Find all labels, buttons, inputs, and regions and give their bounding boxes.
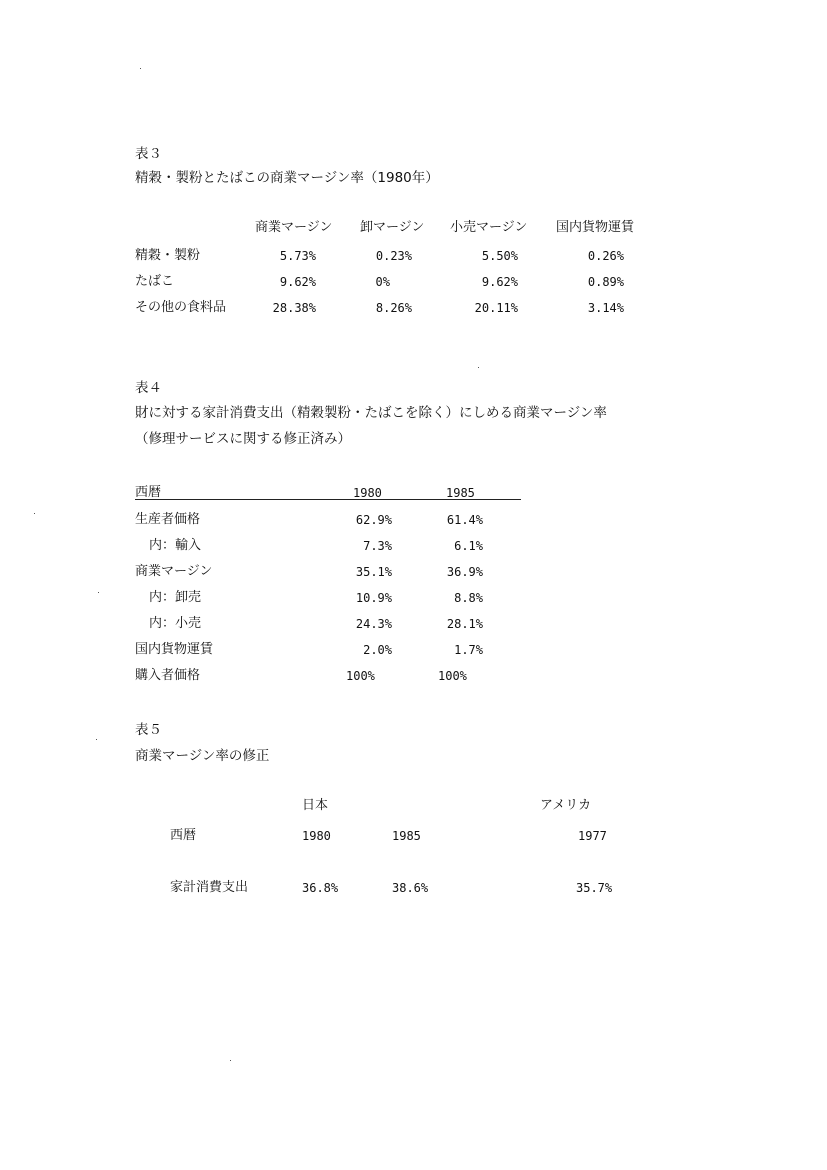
table3-cell: 8.26%: [375, 301, 412, 315]
table3-cell: 5.50%: [481, 249, 518, 263]
table4-subtitle: （修理サービスに関する修正済み）: [135, 431, 351, 447]
table3-header-wholesale-margin: 卸マージン: [360, 220, 425, 235]
table5-label: 表５: [135, 722, 162, 738]
scan-speck: [98, 592, 99, 593]
table4-cell: 10.9%: [355, 591, 392, 605]
table4-label: 表４: [135, 380, 162, 396]
table5-header-usa: アメリカ: [540, 798, 592, 813]
table4-row-name: 内：輸入: [149, 538, 202, 553]
table3-cell: 9.62%: [279, 275, 316, 289]
table3-row-name: その他の食料品: [135, 300, 227, 315]
scan-speck: [478, 367, 479, 368]
table4-row-name: 内：小売: [149, 616, 202, 631]
table4-cell: 6.1%: [454, 539, 483, 553]
table3-cell: 0.23%: [375, 249, 412, 263]
table5-year-1980: 1980: [302, 829, 331, 843]
table5-row-label: 家計消費支出: [170, 880, 249, 895]
table5-value-1980: 36.8%: [302, 881, 339, 895]
table4-header-1985: 1985: [446, 486, 475, 500]
table3-cell: 28.38%: [272, 301, 316, 315]
table3-header-freight: 国内貨物運賃: [556, 220, 635, 235]
table3-cell: 0.26%: [587, 249, 624, 263]
table4-cell: 36.9%: [446, 565, 483, 579]
scan-speck: [140, 68, 141, 69]
table3-cell: 5.73%: [279, 249, 316, 263]
table4-cell: 100%: [346, 669, 375, 683]
table4-cell: 7.3%: [363, 539, 392, 553]
table4-row-name: 内：卸売: [149, 590, 202, 605]
table4-cell: 28.1%: [446, 617, 483, 631]
table4-row-name: 商業マージン: [135, 564, 213, 579]
table4-row-name: 国内貨物運賃: [135, 642, 214, 657]
table3-title: 精穀・製粉とたばこの商業マージン率（1980年）: [135, 170, 439, 186]
scan-speck: [96, 739, 97, 740]
table4-cell: 24.3%: [355, 617, 392, 631]
table5-value-1985: 38.6%: [392, 881, 429, 895]
table3-row-name: 精穀・製粉: [135, 248, 201, 263]
table4-header-rule: [135, 499, 521, 500]
table3-row-name: たばこ: [135, 274, 175, 289]
table5-year-1977: 1977: [578, 829, 607, 843]
table3-label: 表３: [135, 146, 162, 162]
table4-header-1980: 1980: [353, 486, 382, 500]
table3-cell: 9.62%: [481, 275, 518, 289]
table4-cell: 2.0%: [363, 643, 392, 657]
table5-title: 商業マージン率の修正: [135, 748, 270, 764]
table3-cell: 0%: [375, 275, 390, 289]
table4-row-name: 生産者価格: [135, 512, 201, 527]
table5-value-1977: 35.7%: [576, 881, 613, 895]
table4-cell: 8.8%: [454, 591, 483, 605]
table4-cell: 35.1%: [355, 565, 392, 579]
table3-cell: 0.89%: [587, 275, 624, 289]
table4-cell: 100%: [438, 669, 467, 683]
table5-header-japan: 日本: [302, 798, 329, 813]
scan-speck: [34, 513, 35, 514]
table5-year-1985: 1985: [392, 829, 421, 843]
table4-cell: 61.4%: [446, 513, 483, 527]
table5-year-label: 西暦: [170, 828, 197, 843]
table4-header-label: 西暦: [135, 485, 162, 500]
table3-cell: 3.14%: [587, 301, 624, 315]
table4-cell: 1.7%: [454, 643, 483, 657]
table3-header-commercial-margin: 商業マージン: [255, 220, 333, 235]
scan-speck: [230, 1060, 231, 1061]
table4-row-name: 購入者価格: [135, 668, 201, 683]
table3-header-retail-margin: 小売マージン: [450, 220, 528, 235]
table4-cell: 62.9%: [355, 513, 392, 527]
table3-cell: 20.11%: [474, 301, 518, 315]
table4-title: 財に対する家計消費支出（精穀製粉・たばこを除く）にしめる商業マージン率: [135, 405, 607, 421]
